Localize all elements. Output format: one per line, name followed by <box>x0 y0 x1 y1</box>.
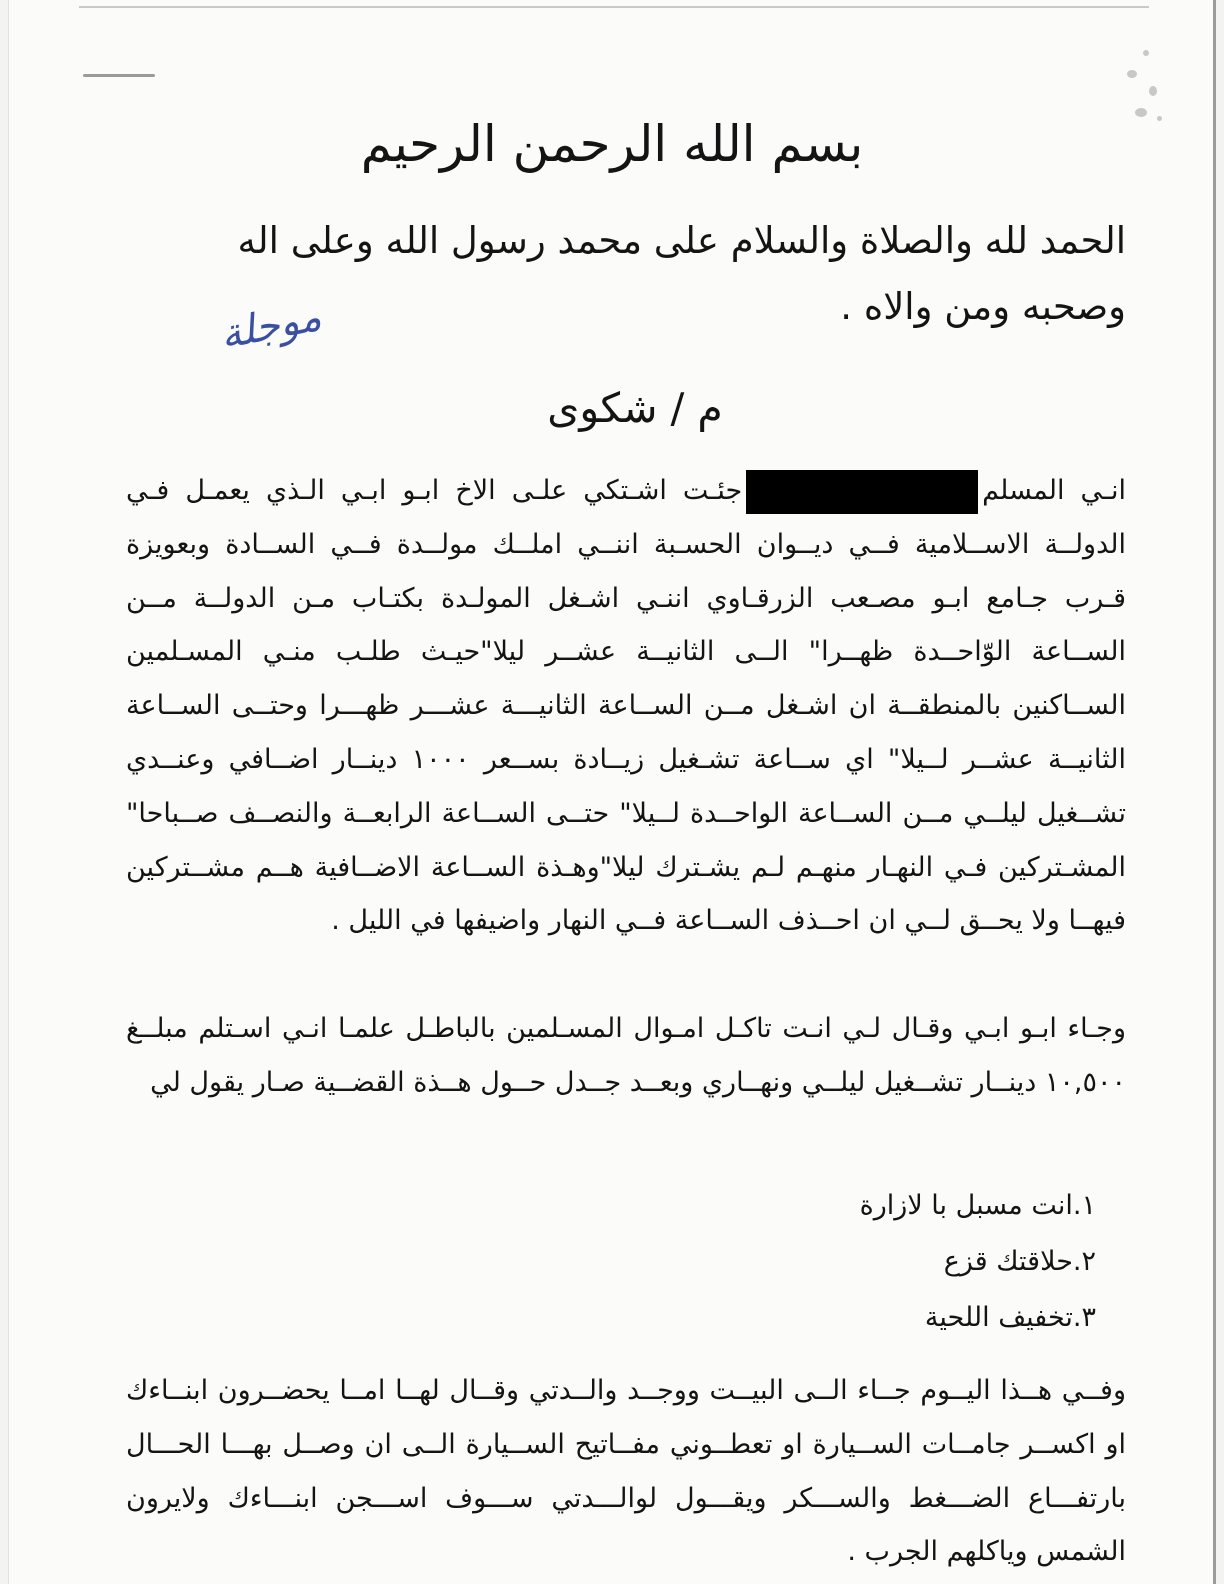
complaint-paragraph-3: وفــي هــذا اليــوم جــاء الــى البيــت ووجــد والــدتي وقــال لهــا امــا يحضــرون ابنــاءك او اكســر جامــات الســيارة او تعطــوني مفــاتيح الســيارة الــى ان وصــل بهـــا الحـــال بارتفـــاع الضـــغط والســـكر ويقـــول لوالـــدتي ســـوف اســـجن ابنـــاءك ولايرون الشمس وياكلهم الجرب . <box>126 1375 1126 1568</box>
complaint-paragraph-2: وجـاء ابـو ابـي وقـال لـي انـت تاكـل امـوال المسـلمين بالباطـل علمـا انـي اسـتلم مبلــغ ١٠,٥٠٠ دينــار تشــغيل ليلــي ونهــاري وبعــد جــدل حــول هــذة القضــية صـار يقول لي <box>126 1013 1126 1098</box>
opening-praise: الحمد لله والصلاة والسلام على محمد رسول الله وعلى اله وصحبه ومن والاه . <box>237 219 1126 328</box>
paragraph-1-start: انـي المسلم <box>982 475 1126 506</box>
list-item <box>196 1178 1096 1234</box>
complaint-paragraph-1 <box>126 464 1126 948</box>
list-item <box>196 1234 1096 1290</box>
list-item-number: ٢. <box>1072 1246 1096 1277</box>
accusation-list <box>196 1178 1096 1346</box>
scan-top-edge <box>79 6 1149 8</box>
list-item-number: ١. <box>1072 1190 1096 1221</box>
pen-scratch-mark <box>83 74 155 77</box>
list-item-number: ٣. <box>1072 1302 1096 1333</box>
list-item <box>196 1290 1096 1346</box>
list-item-text: حلاقتك قزع <box>943 1246 1073 1277</box>
redaction-box <box>746 470 978 514</box>
paragraph-1-rest: جئـت اشـتكي علـى الاخ ابـو ابـي الـذي يعمـل فـي الدولــة الاســلامية فــي ديــوان الحسـبة اننــي املــك مولــدة فــي الســادة وبعويزة قـرب جـامع ابـو مصـعب الزرقـاوي اننـي اشـغل المولـدة بكتـاب مـن الدولــة مــن الســاعة الوّاحــدة ظهــرا" الــى الثانيــة عشــر ليلا"حيـث طلـب منـي المسـلمين الســاكنين بالمنطقــة ان اشـغل مــن الســاعة الثانيـــة عشـــر ظهـــرا وحتــى الســاعة الثانيــة عشــر لــيلا" اي ســاعة تشـغيل زيــادة بســعر ١٠٠٠ دينــار اضــافي وعنــدي تشــغيل ليلــي مــن الســاعة الواحــدة لــيلا" حتــى الســاعة الرابعــة والنصــف صــباحا" المشـتركين فـي النهـار منهـم لـم يشـترك ليلا"وهـذة الســاعة الاضــافية هــم مشــتركين فيهــا ولا يحــق لــي ان احــذف الســاعة فــي النهار واضيفها في الليل . <box>126 475 1127 937</box>
handwritten-note: موجلة <box>216 293 325 359</box>
basmala-heading: بسم الله الرحمن الرحيم <box>360 115 864 173</box>
list-item-text: تخفيف اللحية <box>924 1302 1073 1333</box>
list-item-text: انت مسبل با لازارة <box>859 1190 1073 1221</box>
subject-line: م / شكوى <box>547 384 723 432</box>
